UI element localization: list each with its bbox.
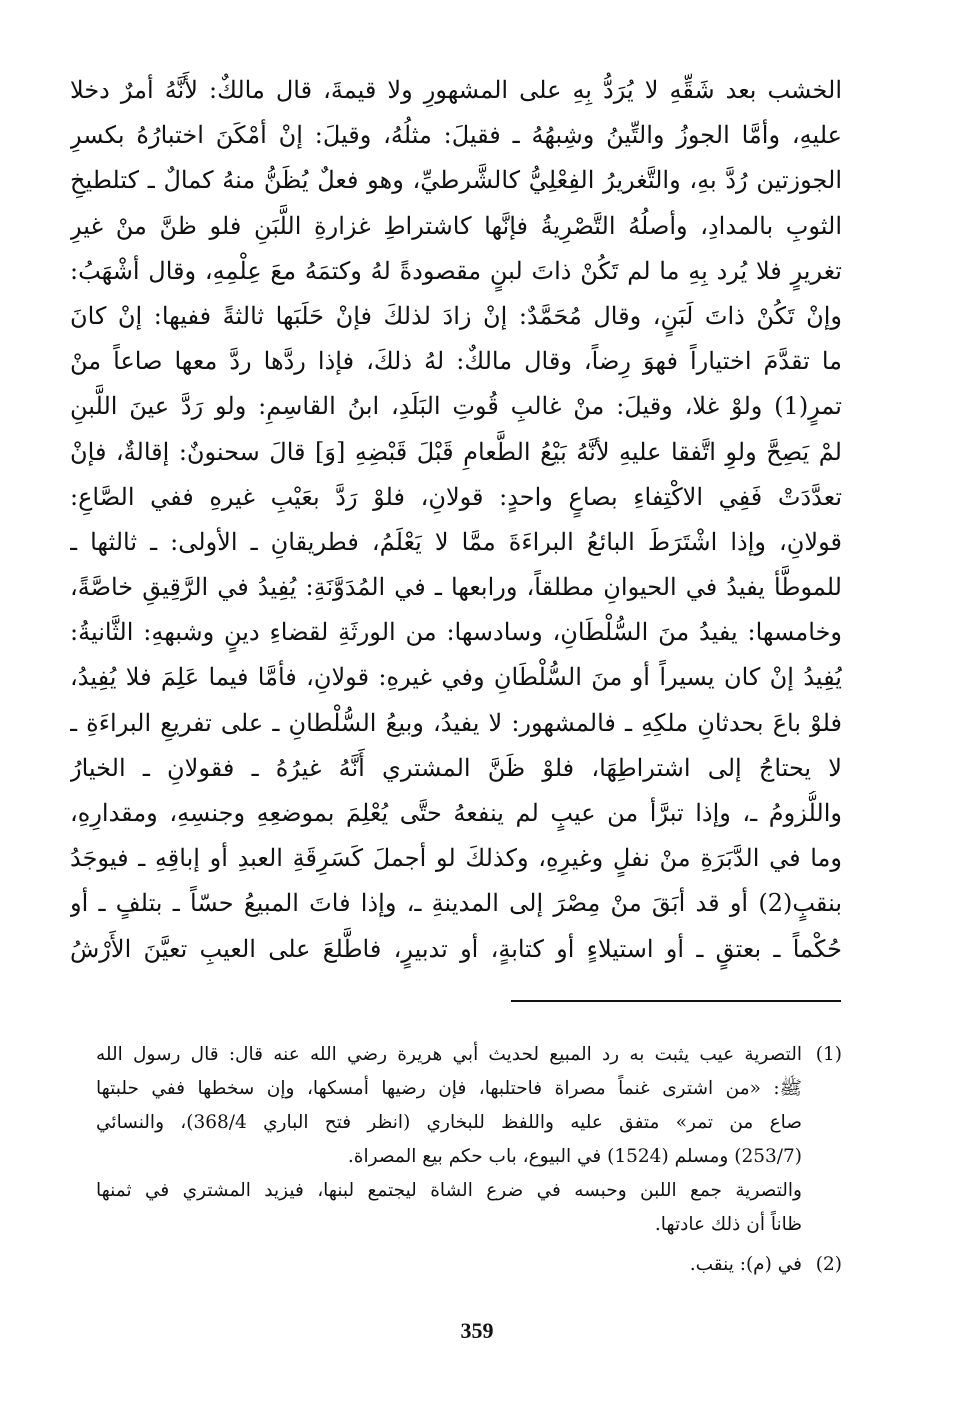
text-line: وما في الدَّبَرَةِ منْ نفلٍ وغيرِهِ، وكذلكَ لو أجملَ كَسَرِقَةِ العبدِ أو إباقِهِ ـ فيوجَدُ [70,844,842,873]
text-line: تمرٍ(1) ولوْ غلا، وقيلَ: منْ غالبِ قُوتِ البَلَدِ، ابنُ القاسِمِ: ولو رَدَّ عينَ اللَّبنِ [70,392,842,421]
text-line: تعدَّدَتْ فَفِي الاكْتِفاءِ بصاعٍ واحدٍ: قولانِ، فلوْ رَدَّ بعَيْبِ غيرهِ ففي الصَّاعِ: [70,482,842,511]
footnote-line: في (م): ينقب. [689,1254,802,1275]
footnote-line: ظاناً أن ذلك عادتها. [654,1214,802,1235]
footnote [96,1248,842,1282]
text-line: وخامسها: يفيدُ منَ السُّلْطَانِ، وسادسها: من الورثَةِ لقضاءِ دينٍ وشبههِ: الثَّانيةُ: [70,618,842,647]
text-line: يُفِيدُ إنْ كان يسيراً أو منَ السُّلْطَانِ وفي غيرهِ: قولانِ، فأمَّا فيما عَلِمَ فلا يُفِيدُ، [70,663,842,692]
text-line: لا يحتاجُ إلى اشتراطِهَا، فلوْ ظَنَّ المشتري أَنَّهُ غيرُهُ ـ فقولانِ ـ الخيارُ [70,753,842,782]
text-line: الثوبِ بالمدادِ، وأصلُهُ التَّصْرِيةُ فإنَّها كاشتراطِ غزارةِ اللَّبَنِ فلو ظنَّ منْ غيرِ [70,211,842,240]
footnote-number: (1) [815,1044,842,1065]
text-line: بنقبٍ(2) أو قد أبَقَ منْ مِصْرَ إلى المدينةِ ـ، وإذا فاتَ المبيعُ حسّاً ـ بتلفٍ ـ أو [70,889,842,918]
footnote-line: صاع من تمر» متفق عليه واللفظ للبخاري (انظر فتح الباري 368/4)، والنسائي [96,1112,802,1133]
text-line: للموطَّأ يفيدُ في الحيوانِ مطلقاً، ورابعها ـ في المُدَوَّنَةِ: يُفِيدُ في الرَّقِيقِ خاصَّةً، [70,573,842,602]
footnote-line: ﷺ: «من اشترى غنماً مصراة فاحتلبها، فإن رضيها أمسكها، وإن سخطها ففي حلبتها [96,1078,802,1099]
footnote-line: (253/7) ومسلم (1524) في البيوع، باب حكم بيع المصراة. [347,1146,802,1167]
text-line: حُكْماً ـ بعتقٍ ـ أو استيلاءٍ أو كتابةٍ، أو تدبيرٍ، فاطَّلعَ على العيبِ تعيَّنَ الأَرْشُ [70,934,842,963]
main-text [70,68,842,972]
text-line: الخشب بعد شَقِّهِ لا يُرَدُّ بِهِ على المشهورِ ولا قيمةَ، قال مالكٌ: لأَنَّهُ أمرٌ دخلا [70,76,842,104]
footnote-line: والتصرية جمع اللبن وحبسه في ضرع الشاة ليجتمع لبنها، فيزيد المشتري في ثمنها [96,1180,802,1201]
footnote-body [96,1248,802,1282]
text-line: تغريرٍ فلا يُرد بِهِ ما لم تَكُنْ ذاتَ لبنٍ مقصودةً لهُ وكتمَهُ معَ عِلْمِهِ، وقال أشْهَبُ: [70,256,842,285]
text-line: ما تقدَّمَ اختياراً فهوَ رِضاً، وقال مالكٌ: لهُ ذلكَ، فإذا ردَّها ردَّ معها صاعاً منْ [70,347,842,376]
footnote-separator [511,1000,841,1002]
text-line: واللُّزومُ ـ، وإذا تبرَّأ من عيبٍ لم ينفعهُ حتَّى يُعْلِمَ بموضعِهِ وجنسِهِ، ومقدارِهِ، [70,799,842,827]
footnote-number: (2) [815,1254,842,1275]
text-line: عليهِ، وأمَّا الجوزُ والتِّينُ وشِبهُهُ ـ فقيلَ: مثلُهُ، وقيلَ: إنْ أمْكَنَ اختبارُهُ بكسرِ [70,121,842,150]
text-line: الجوزتين رُدَّ بهِ، والتَّغريرُ الفِعْلِيُّ كالشَّرطيِّ، وهو فعلٌ يُظَنُّ منهُ كمالٌ ـ كتلطيخِ [70,166,842,195]
text-line: فلوْ باعَ بحدثانِ ملكِهِ ـ فالمشهور: لا يفيدُ، وبيعُ السُّلْطانِ ـ على تفريعِ البراءَةِ ـ [70,708,842,737]
footnote-body [96,1038,802,1242]
text-line: وإنْ تَكُنْ ذاتَ لَبَنٍ، وقال مُحَمَّدٌ: إنْ زادَ لذلكَ فإنْ حَلَبَها ثالثةً ففيها: إنْ كانَ [70,301,842,330]
footnote-line: التصرية عيب يثبت به رد المبيع لحديث أبي هريرة رضي الله عنه قال: قال رسول الله [96,1044,802,1065]
footnote [96,1038,842,1242]
footnotes [96,1038,842,1282]
text-line: لمْ يَصِحَّ ولوِ اتَّفقا عليهِ لأنَّهُ بَيْعُ الطَّعامِ قَبْلَ قَبْضِهِ [وَ] قالَ سحنونٌ: إقالةٌ، فإنْ [70,437,842,466]
page-number: 359 [460,1318,494,1343]
text-line: قولانِ، وإذا اشْتَرَطَ البائعُ البراءَةَ ممَّا لا يَعْلَمُ، فطريقانِ ـ الأولى: ـ ثالثها ـ [70,527,842,556]
